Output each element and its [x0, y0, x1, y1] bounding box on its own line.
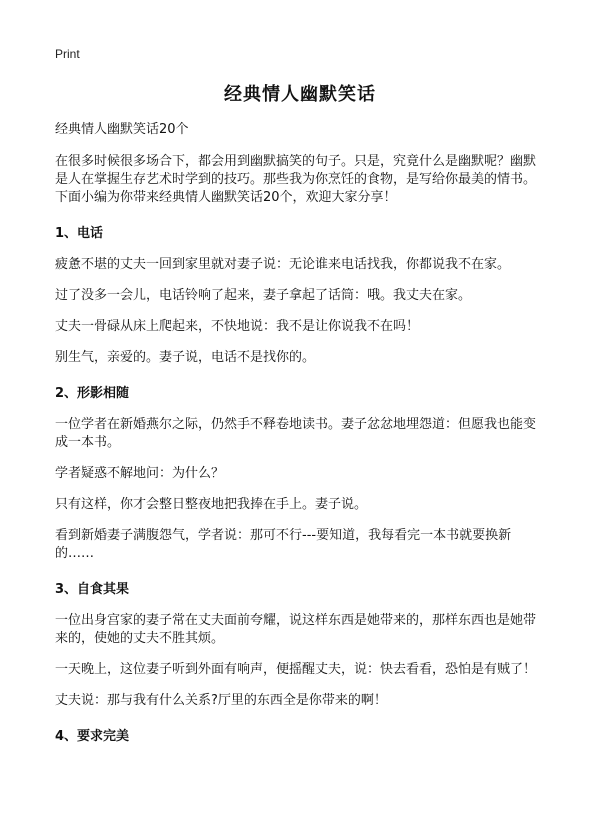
section-heading: 2、形影相随 — [55, 386, 130, 401]
section-inseparable — [55, 385, 547, 563]
paragraph: 看到新婚妻子满腹怨气，学者说：那可不行---要知道，我每看完一本书就要换新的…… — [55, 528, 512, 561]
section-phone — [55, 225, 547, 367]
section-heading: 1、电话 — [55, 226, 104, 241]
intro-paragraph: 在很多时候很多场合下，都会用到幽默搞笑的句子。只是，究竟什么是幽默呢？幽默是人在掌握生存艺术时学到的技巧。那些我为你烹饪的食物，是写给你最美的情书。下面小编为你带来经典情人幽默笑话20个，欢迎大家分享！ — [55, 154, 537, 205]
paragraph: 一位学者在新婚燕尔之际，仍然手不释卷地读书。妻子忿忿地埋怨道：但愿我也能变成一本书。 — [55, 417, 537, 450]
paragraph: 学者疑惑不解地问：为什么？ — [55, 466, 225, 481]
paragraph: 别生气，亲爱的。妻子说，电话不是找你的。 — [55, 350, 316, 365]
paragraph: 一天晚上，这位妻子听到外面有响声，便摇醒丈夫，说：快去看看，恐怕是有贼了！ — [55, 662, 537, 677]
paragraph: 丈夫说：那与我有什么关系?厅里的东西全是你带来的啊！ — [55, 693, 387, 708]
section-reap-what-you-sow — [55, 581, 547, 710]
paragraph: 一位出身宫家的妻子常在丈夫面前夸耀，说这样东西是她带来的，那样东西也是她带来的，使她的丈夫不胜其烦。 — [55, 613, 537, 646]
paragraph: 过了没多一会儿，电话铃响了起来，妻子拿起了话筒：哦。我丈夫在家。 — [55, 288, 472, 303]
print-label[interactable]: Print — [55, 47, 80, 61]
page-title: 经典情人幽默笑话 — [224, 84, 376, 105]
article-subtitle: 经典情人幽默笑话20个 — [55, 122, 189, 137]
section-perfection — [55, 728, 547, 746]
paragraph: 丈夫一骨碌从床上爬起来，不快地说：我不是让你说我不在吗！ — [55, 319, 420, 334]
paragraph: 疲惫不堪的丈夫一回到家里就对妻子说：无论谁来电话找我，你都说我不在家。 — [55, 257, 511, 272]
paragraph: 只有这样，你才会整日整夜地把我捧在手上。妻子说。 — [55, 497, 368, 512]
section-heading: 3、自食其果 — [55, 582, 130, 597]
article-body — [55, 121, 547, 759]
section-heading: 4、要求完美 — [55, 729, 130, 744]
